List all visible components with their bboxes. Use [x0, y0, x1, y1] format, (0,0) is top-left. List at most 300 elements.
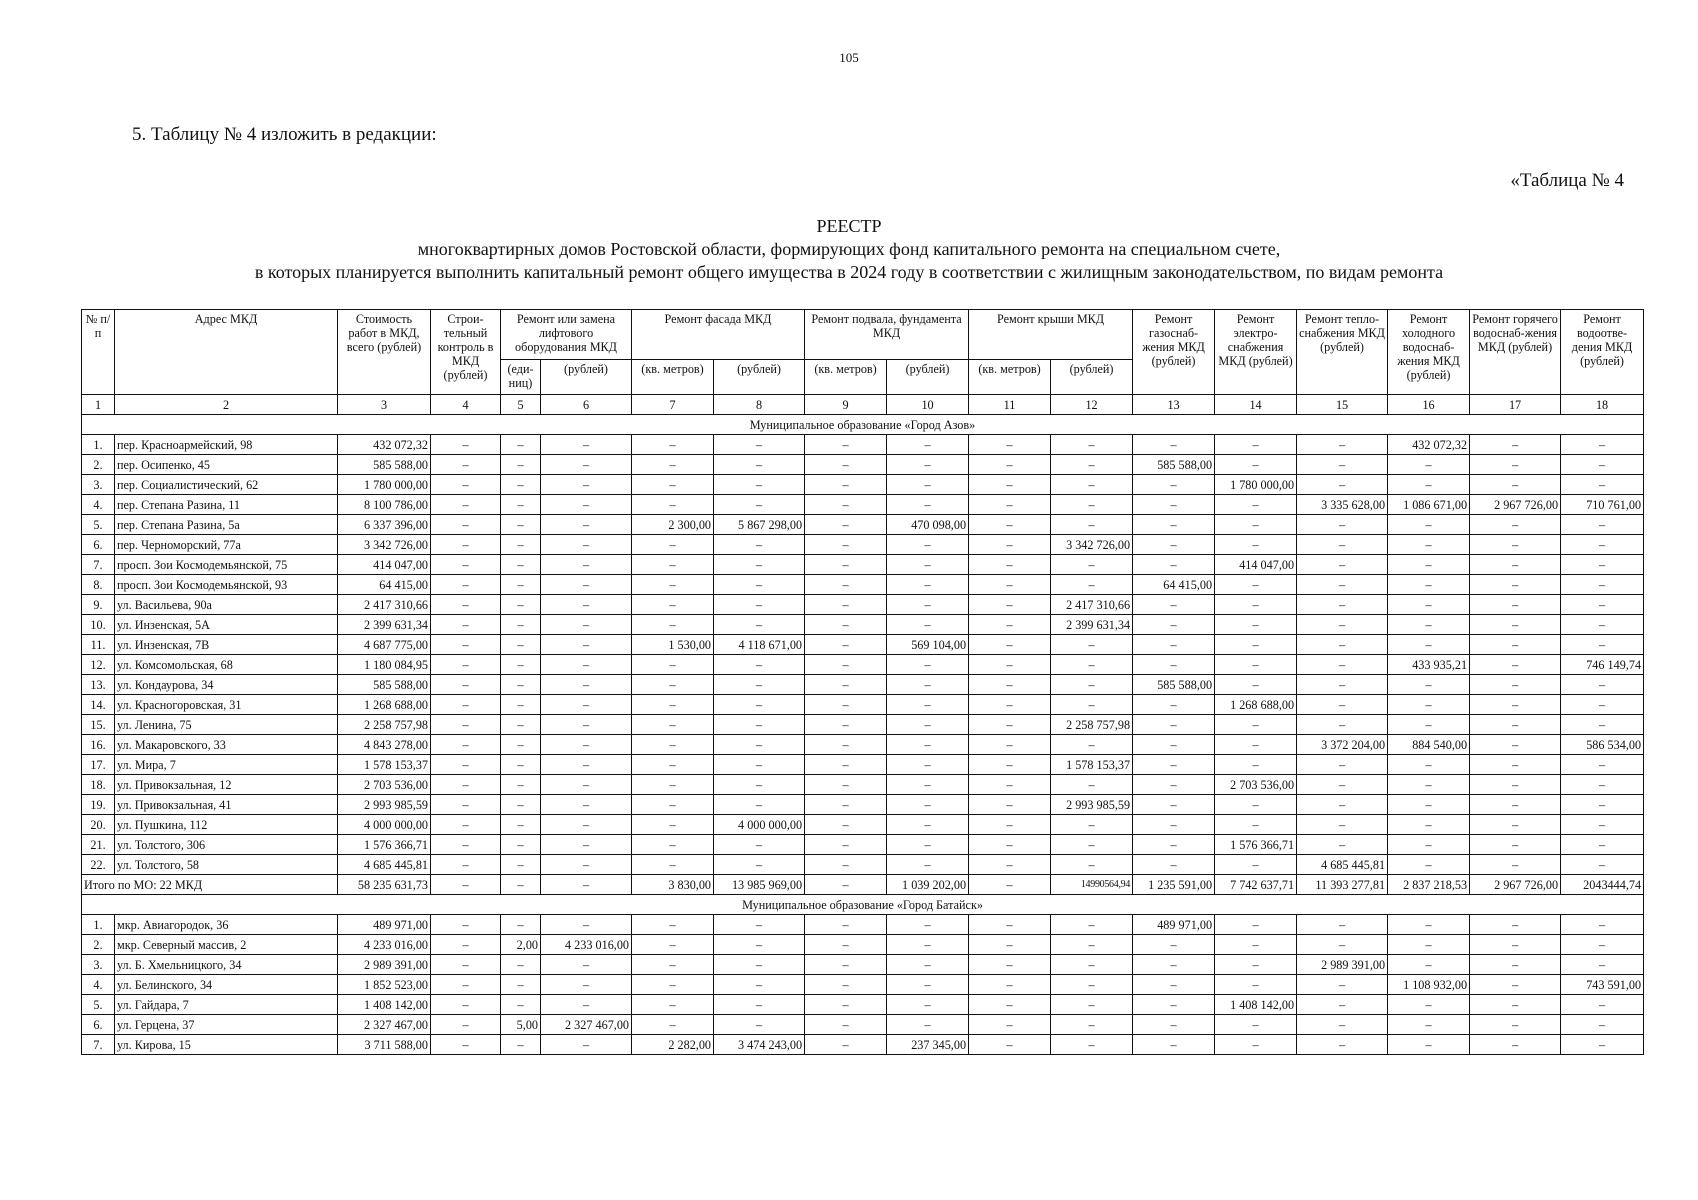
table-cell: – [887, 455, 969, 475]
table-cell: – [1133, 835, 1215, 855]
table-cell: – [1388, 475, 1470, 495]
table-cell: – [541, 735, 632, 755]
table-row [82, 635, 1644, 655]
table-cell: – [541, 775, 632, 795]
table-cell: – [632, 595, 714, 615]
table-row [82, 755, 1644, 775]
table-cell: – [1051, 915, 1133, 935]
total-cell: 14990564,94 [1051, 875, 1133, 895]
table-cell: – [501, 735, 541, 755]
table-cell: – [1388, 595, 1470, 615]
table-cell: 3 342 726,00 [1051, 535, 1133, 555]
table-cell: – [501, 455, 541, 475]
table-cell: – [1133, 935, 1215, 955]
table-cell: – [1470, 795, 1561, 815]
table-cell: – [1470, 695, 1561, 715]
address-cell: ул. Красногоровская, 31 [115, 695, 338, 715]
table-cell: – [1388, 715, 1470, 735]
table-cell: – [632, 735, 714, 755]
table-cell: – [541, 795, 632, 815]
table-cell: – [501, 515, 541, 535]
table-cell: – [431, 1015, 501, 1035]
table-row [82, 995, 1644, 1015]
table-cell: 1 268 688,00 [1215, 695, 1297, 715]
table-cell: – [1561, 635, 1644, 655]
table-cell: – [1051, 995, 1133, 1015]
table-row [82, 595, 1644, 615]
table-cell: – [632, 975, 714, 995]
table-cell: – [1133, 695, 1215, 715]
table-cell: – [1133, 535, 1215, 555]
table-cell: 7. [82, 555, 115, 575]
total-cell: 11 393 277,81 [1297, 875, 1388, 895]
table-cell: 2 399 631,34 [1051, 615, 1133, 635]
table-cell: 2 703 536,00 [338, 775, 431, 795]
table-cell: – [1470, 975, 1561, 995]
table-cell: – [1388, 815, 1470, 835]
table-cell: – [887, 575, 969, 595]
table-cell: – [1133, 495, 1215, 515]
table-cell: – [1561, 775, 1644, 795]
table-cell: 17. [82, 755, 115, 775]
table-cell: – [1133, 855, 1215, 875]
table-cell: – [1470, 555, 1561, 575]
column-number: 6 [541, 395, 632, 415]
table-cell: – [714, 855, 805, 875]
table-cell: – [714, 935, 805, 955]
table-row [82, 815, 1644, 835]
table-row [82, 435, 1644, 455]
table-cell: – [1051, 935, 1133, 955]
table-cell: 64 415,00 [1133, 575, 1215, 595]
table-cell: – [1470, 715, 1561, 735]
table-cell: – [501, 715, 541, 735]
table-cell: – [805, 715, 887, 735]
table-cell: – [887, 975, 969, 995]
address-cell: ул. Инзенская, 7В [115, 635, 338, 655]
table-cell: – [632, 935, 714, 955]
column-number: 3 [338, 395, 431, 415]
table-cell: – [501, 775, 541, 795]
table-cell: – [1470, 635, 1561, 655]
table-cell: – [1561, 915, 1644, 935]
column-number: 5 [501, 395, 541, 415]
table-cell: – [541, 815, 632, 835]
table-cell: 1 408 142,00 [338, 995, 431, 1015]
total-cell: – [501, 875, 541, 895]
table-cell: 1 852 523,00 [338, 975, 431, 995]
address-cell: ул. Пушкина, 112 [115, 815, 338, 835]
table-cell: – [714, 755, 805, 775]
table-cell: – [1297, 655, 1388, 675]
table-cell: – [632, 555, 714, 575]
table-cell: – [632, 675, 714, 695]
table-cell: – [887, 595, 969, 615]
table-cell: – [541, 555, 632, 575]
table-cell: – [805, 695, 887, 715]
table-cell: – [1133, 715, 1215, 735]
table-cell: 2 993 985,59 [338, 795, 431, 815]
table-cell: – [805, 595, 887, 615]
table-cell: – [805, 655, 887, 675]
table-cell: – [1215, 795, 1297, 815]
table-cell: 12. [82, 655, 115, 675]
table-cell: – [1297, 555, 1388, 575]
header-lift: Ремонт или замена лифтового оборудования МКД [501, 310, 632, 360]
table-cell: 6. [82, 1015, 115, 1035]
table-cell: 3 474 243,00 [714, 1035, 805, 1055]
table-cell: – [714, 835, 805, 855]
table-cell: – [1215, 955, 1297, 975]
table-cell: – [632, 815, 714, 835]
header-facade-rub: (рублей) [714, 360, 805, 395]
table-cell: – [969, 815, 1051, 835]
table-cell: – [1561, 715, 1644, 735]
table-cell: – [1470, 455, 1561, 475]
table-cell: – [632, 995, 714, 1015]
address-cell: ул. Кондаурова, 34 [115, 675, 338, 695]
table-cell: – [1561, 995, 1644, 1015]
table-cell: – [887, 675, 969, 695]
table-cell: – [1297, 455, 1388, 475]
registry-subtitle-line-2: в которых планируется выполнить капитальный ремонт общего имущества в 2024 году в соответствии с жилищным законодательством, по видам ремонта [254, 262, 1444, 282]
header-basement-sqm: (кв. метров) [805, 360, 887, 395]
table-cell: – [541, 995, 632, 1015]
table-cell: – [1297, 975, 1388, 995]
table-cell: 8. [82, 575, 115, 595]
table-cell: – [1051, 835, 1133, 855]
table-cell: – [969, 515, 1051, 535]
table-cell: – [1297, 935, 1388, 955]
header-roof-rub: (рублей) [1051, 360, 1133, 395]
table-row [82, 795, 1644, 815]
table-cell: – [714, 775, 805, 795]
registry-title-block [0, 215, 1698, 284]
table-cell: – [969, 935, 1051, 955]
table-row [82, 1035, 1644, 1055]
total-cell: 58 235 631,73 [338, 875, 431, 895]
table-cell: – [1297, 675, 1388, 695]
table-cell: – [501, 655, 541, 675]
table-cell: – [969, 455, 1051, 475]
header-lift-rub: (рублей) [541, 360, 632, 395]
table-cell: – [805, 455, 887, 475]
table-cell: – [501, 555, 541, 575]
table-cell: 5 867 298,00 [714, 515, 805, 535]
table-cell: 1 530,00 [632, 635, 714, 655]
table-cell: – [1561, 435, 1644, 455]
table-cell: – [1215, 615, 1297, 635]
table-cell: – [1133, 475, 1215, 495]
table-cell: – [1388, 635, 1470, 655]
table-cell: – [541, 475, 632, 495]
header-facade: Ремонт фасада МКД [632, 310, 805, 360]
table-cell: – [1133, 515, 1215, 535]
table-cell: – [1215, 575, 1297, 595]
table-cell: – [541, 915, 632, 935]
table-cell: – [805, 975, 887, 995]
table-cell: – [969, 715, 1051, 735]
table-cell: – [632, 755, 714, 775]
table-cell: – [1470, 855, 1561, 875]
address-cell: ул. Белинского, 34 [115, 975, 338, 995]
table-cell: – [501, 835, 541, 855]
table-cell: – [1561, 475, 1644, 495]
table-row [82, 675, 1644, 695]
table-cell: – [1297, 595, 1388, 615]
table-cell: – [1561, 575, 1644, 595]
total-cell: 13 985 969,00 [714, 875, 805, 895]
table-cell: 2 989 391,00 [1297, 955, 1388, 975]
table-cell: – [805, 1015, 887, 1035]
table-cell: – [501, 955, 541, 975]
table-cell: – [431, 975, 501, 995]
column-number: 18 [1561, 395, 1644, 415]
table-cell: – [632, 835, 714, 855]
table-cell: – [541, 455, 632, 475]
table-cell: – [541, 975, 632, 995]
table-cell: – [887, 475, 969, 495]
table-cell: – [541, 695, 632, 715]
table-cell: – [969, 1035, 1051, 1055]
table-cell: – [1215, 735, 1297, 755]
table-cell: – [1388, 675, 1470, 695]
table-row [82, 915, 1644, 935]
table-cell: – [1215, 1035, 1297, 1055]
table-cell: – [1051, 495, 1133, 515]
table-cell: – [805, 855, 887, 875]
table-cell: – [969, 495, 1051, 515]
table-cell: – [805, 435, 887, 455]
table-cell: – [1561, 1015, 1644, 1035]
table-cell: – [632, 695, 714, 715]
table-cell: – [501, 495, 541, 515]
table-cell: – [541, 435, 632, 455]
table-cell: – [1133, 1015, 1215, 1035]
registry-title: РЕЕСТР [816, 216, 882, 236]
table-cell: – [969, 535, 1051, 555]
table-cell: – [541, 855, 632, 875]
table-cell: – [1470, 835, 1561, 855]
table-cell: – [1051, 695, 1133, 715]
table-cell: – [1051, 955, 1133, 975]
total-cell: – [541, 875, 632, 895]
table-cell: 743 591,00 [1561, 975, 1644, 995]
table-cell: – [1215, 675, 1297, 695]
address-cell: ул. Толстого, 58 [115, 855, 338, 875]
table-cell: – [1133, 795, 1215, 815]
header-address: Адрес МКД [115, 310, 338, 395]
table-cell: 746 149,74 [1561, 655, 1644, 675]
table-cell: – [969, 835, 1051, 855]
table-cell: – [501, 615, 541, 635]
table-cell: – [714, 735, 805, 755]
header-heat: Ремонт тепло-снабжения МКД (рублей) [1297, 310, 1388, 395]
table-cell: 4 118 671,00 [714, 635, 805, 655]
table-cell: – [501, 575, 541, 595]
table-cell: 9. [82, 595, 115, 615]
address-cell: ул. Комсомольская, 68 [115, 655, 338, 675]
table-cell: – [1470, 1035, 1561, 1055]
table-cell: – [431, 595, 501, 615]
table-cell: – [805, 675, 887, 695]
table-cell: – [541, 515, 632, 535]
table-cell: – [1051, 1015, 1133, 1035]
table-cell: – [501, 635, 541, 655]
table-row [82, 775, 1644, 795]
table-row [82, 975, 1644, 995]
table-cell: – [1215, 1015, 1297, 1035]
table-cell: – [1297, 795, 1388, 815]
table-cell: – [805, 835, 887, 855]
column-number: 16 [1388, 395, 1470, 415]
table-cell: – [969, 1015, 1051, 1035]
table-cell: – [887, 735, 969, 755]
table-cell: – [431, 915, 501, 935]
table-cell: – [1297, 755, 1388, 775]
table-cell: – [431, 455, 501, 475]
table-cell: – [1215, 915, 1297, 935]
table-cell: – [632, 1015, 714, 1035]
table-cell: – [501, 915, 541, 935]
table-cell: – [714, 975, 805, 995]
address-cell: пер. Черноморский, 77а [115, 535, 338, 555]
table-cell: 1 578 153,37 [338, 755, 431, 775]
table-cell: – [1051, 815, 1133, 835]
address-cell: ул. Мира, 7 [115, 755, 338, 775]
table-cell: – [632, 435, 714, 455]
table-cell: – [969, 775, 1051, 795]
table-cell: – [1215, 455, 1297, 475]
table-cell: 10. [82, 615, 115, 635]
table-cell: – [1051, 675, 1133, 695]
table-cell: – [1297, 695, 1388, 715]
table-cell: – [1388, 615, 1470, 635]
table-cell: – [969, 575, 1051, 595]
address-cell: пер. Социалистический, 62 [115, 475, 338, 495]
table-cell: – [1470, 935, 1561, 955]
table-cell: – [1470, 995, 1561, 1015]
table-cell: – [1561, 455, 1644, 475]
address-cell: просп. Зои Космодемьянской, 93 [115, 575, 338, 595]
table-cell: 1 108 932,00 [1388, 975, 1470, 995]
table-cell: 4 843 278,00 [338, 735, 431, 755]
table-cell: – [1051, 975, 1133, 995]
column-number: 14 [1215, 395, 1297, 415]
table-cell: 1. [82, 915, 115, 935]
table-cell: – [632, 455, 714, 475]
table-cell: – [431, 695, 501, 715]
address-cell: мкр. Северный массив, 2 [115, 935, 338, 955]
table-cell: – [1470, 955, 1561, 975]
table-cell: – [805, 495, 887, 515]
table-cell: – [1388, 995, 1470, 1015]
table-cell: – [714, 695, 805, 715]
table-cell: – [1133, 555, 1215, 575]
table-cell: – [1561, 835, 1644, 855]
table-cell: – [969, 635, 1051, 655]
table-cell: – [501, 975, 541, 995]
column-number: 17 [1470, 395, 1561, 415]
table-cell: 8 100 786,00 [338, 495, 431, 515]
table-cell: – [501, 855, 541, 875]
header-construction-control: Строи-тельный контроль в МКД (рублей) [431, 310, 501, 395]
table-cell: – [714, 495, 805, 515]
table-cell: 585 588,00 [1133, 455, 1215, 475]
table-cell: 4 000 000,00 [714, 815, 805, 835]
table-cell: – [1133, 815, 1215, 835]
table-cell: 5. [82, 515, 115, 535]
table-cell: – [1388, 955, 1470, 975]
table-cell: – [1133, 735, 1215, 755]
table-cell: – [1215, 435, 1297, 455]
table-cell: – [501, 535, 541, 555]
table-cell: 2 993 985,59 [1051, 795, 1133, 815]
table-cell: – [501, 475, 541, 495]
table-cell: – [1297, 435, 1388, 455]
table-cell: 414 047,00 [338, 555, 431, 575]
table-cell: 4 685 445,81 [1297, 855, 1388, 875]
table-cell: – [1051, 555, 1133, 575]
table-cell: – [805, 1035, 887, 1055]
table-cell: – [805, 915, 887, 935]
column-number: 7 [632, 395, 714, 415]
table-cell: 585 588,00 [338, 675, 431, 695]
table-cell: 2 399 631,34 [338, 615, 431, 635]
table-cell: – [969, 555, 1051, 575]
table-cell: – [1388, 915, 1470, 935]
table-cell: 21. [82, 835, 115, 855]
table-cell: – [541, 655, 632, 675]
table-cell: – [805, 775, 887, 795]
address-cell: ул. Ленина, 75 [115, 715, 338, 735]
table-cell: – [969, 615, 1051, 635]
table-cell: – [805, 995, 887, 1015]
table-cell: 4 000 000,00 [338, 815, 431, 835]
table-cell: – [887, 995, 969, 1015]
table-cell: – [1470, 775, 1561, 795]
table-cell: – [431, 535, 501, 555]
table-cell: – [1470, 515, 1561, 535]
table-cell: – [1133, 755, 1215, 775]
table-cell: – [541, 495, 632, 515]
table-cell: – [431, 855, 501, 875]
table-cell: – [431, 1035, 501, 1055]
table-cell: – [1297, 815, 1388, 835]
table-cell: – [431, 755, 501, 775]
table-row [82, 1015, 1644, 1035]
table-cell: 20. [82, 815, 115, 835]
table-cell: 3. [82, 955, 115, 975]
table-cell: 2 327 467,00 [338, 1015, 431, 1035]
instruction-text: 5. Таблицу № 4 изложить в редакции: [132, 124, 437, 145]
table-cell: – [632, 795, 714, 815]
table-cell: – [969, 955, 1051, 975]
table-cell: – [632, 955, 714, 975]
table-cell: – [969, 975, 1051, 995]
table-cell: 432 072,32 [338, 435, 431, 455]
table-cell: – [1388, 835, 1470, 855]
table-cell: – [1388, 775, 1470, 795]
table-cell: – [1470, 915, 1561, 935]
table-cell: – [501, 1035, 541, 1055]
table-cell: – [969, 755, 1051, 775]
table-row [82, 835, 1644, 855]
header-cold-water: Ремонт холодного водоснаб-жения МКД (рублей) [1388, 310, 1470, 395]
table-cell: – [1561, 595, 1644, 615]
table-cell: 1 576 366,71 [338, 835, 431, 855]
table-cell: – [1297, 1035, 1388, 1055]
